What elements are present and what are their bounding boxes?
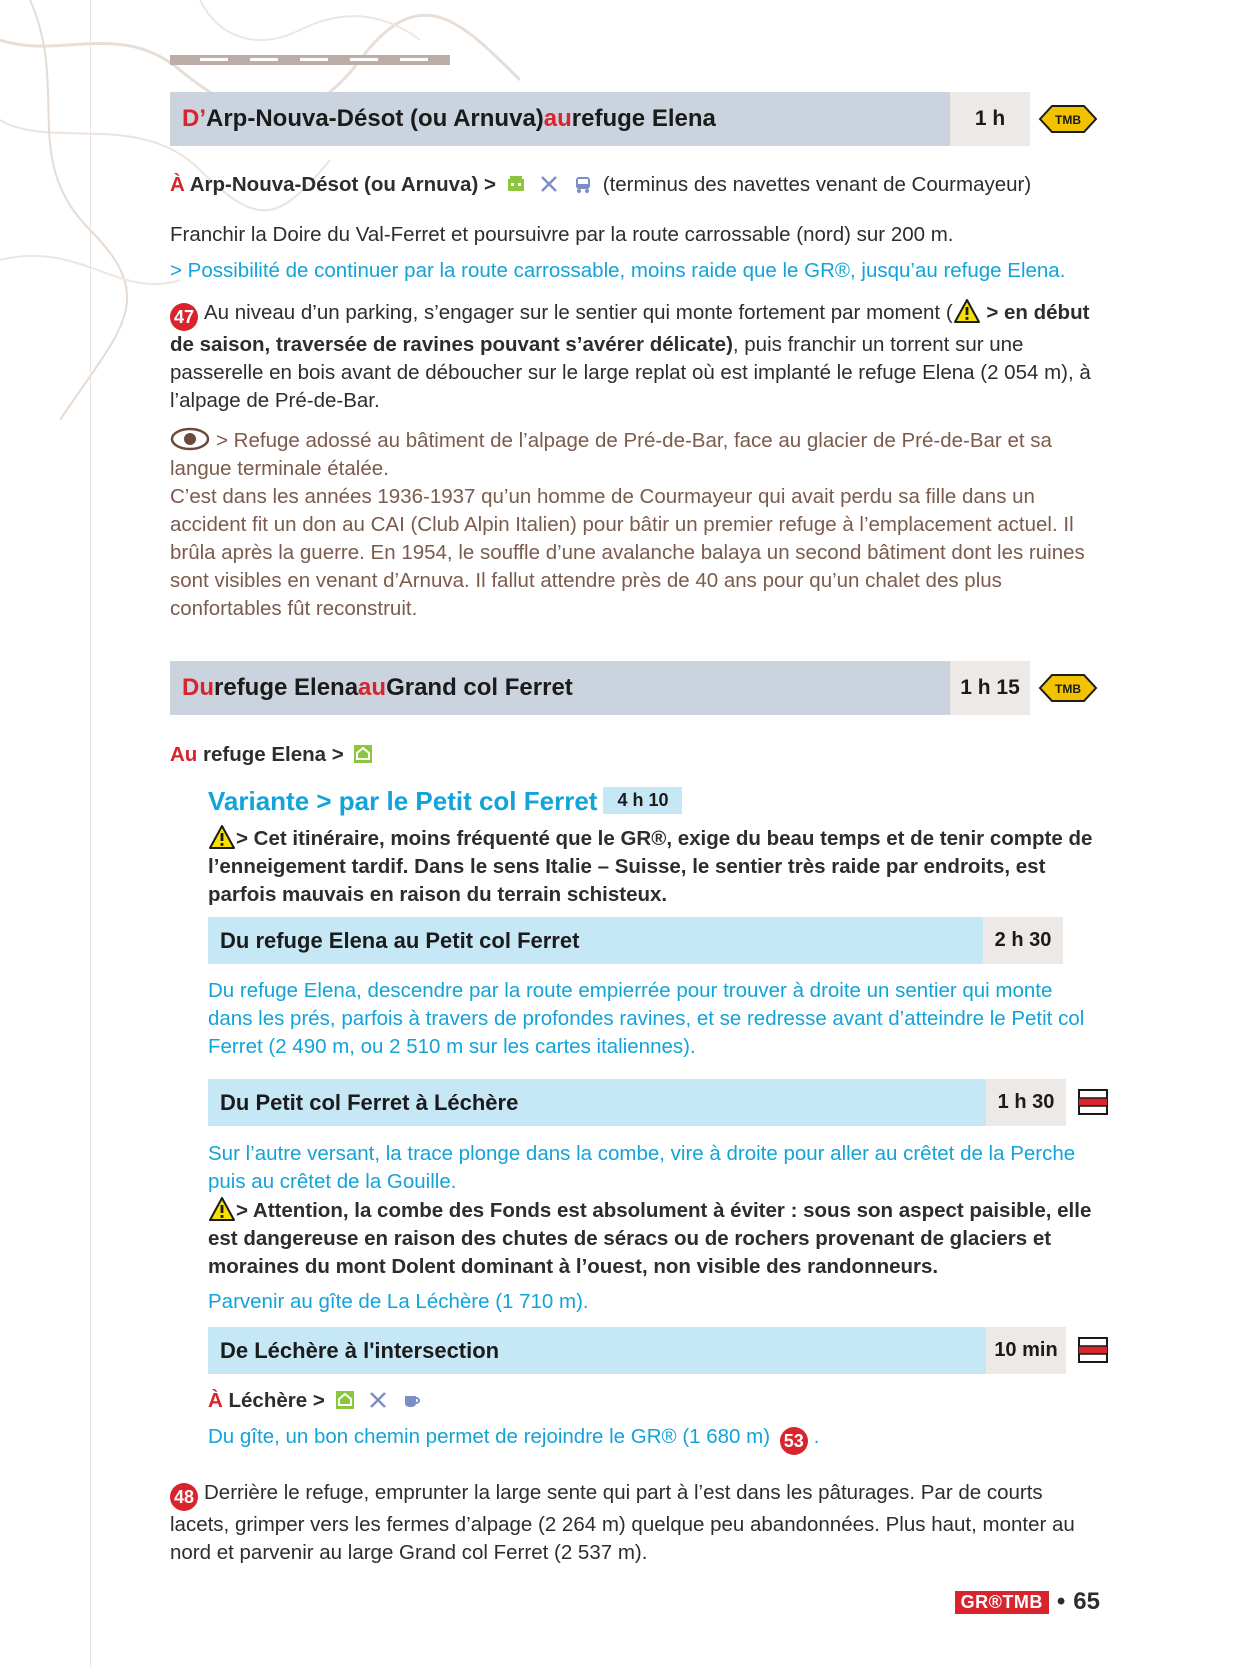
section-title-connector: au: [358, 674, 387, 701]
info-refuge: [170, 427, 1100, 623]
variante-time: 4 h 10: [603, 787, 682, 814]
subsection-time: 2 h 30: [983, 917, 1063, 964]
refuge-icon: [353, 744, 373, 764]
arrival-place: refuge Elena >: [197, 743, 344, 766]
subsection-time: 10 min: [986, 1327, 1066, 1374]
para-47-text-1: Au niveau d’un parking, s’engager sur le sentier qui monte fortement par moment (: [204, 301, 953, 324]
para-47-warning: > en début de saison, traversée de ravines pouvant s’avérer délicate): [170, 301, 1090, 356]
info-line-1: > Refuge adossé au bâtiment de l’alpage de Pré-de-Bar, face au glacier de Pré-de-Bar et sa langue terminale étalée.: [170, 429, 1052, 480]
eye-icon: [170, 427, 210, 451]
para-48-text: Derrière le refuge, emprunter la large sente qui part à l’est dans les pâturages. Par de courts lacets, grimper vers les fermes d’alpage (2 264 m) quelque peu abandonnées. Plus haut, monter au nord et parvenir au large Grand col Ferret (2 537 m).: [170, 1481, 1075, 1564]
subsection-text-body: Du gîte, un bon chemin permet de rejoindre le GR® (1 680 m): [208, 1425, 771, 1448]
section-title-prefix: D’: [182, 105, 206, 132]
subsection-text: Du refuge Elena, descendre par la route empierrée pour trouver à droite un sentier qui monte dans les prés, parfois à travers de profondes ravines, et se redresse avant d’atteindre le Petit col Ferret (2 490 m, ou 2 510 m sur les cartes italiennes).: [208, 979, 1085, 1058]
subsection-arrive: Parvenir au gîte de La Léchère (1 710 m).: [208, 1290, 589, 1313]
section-title-end: Grand col Ferret: [386, 674, 573, 701]
section-title-start: Arp-Nouva-Désot (ou Arnuva): [206, 105, 544, 132]
arrival-lead: À: [208, 1389, 223, 1412]
section-title-prefix: Du: [182, 674, 214, 701]
waypoint-marker-48: 48: [170, 1483, 198, 1511]
subsection-warning: [208, 1196, 1100, 1281]
cafe-icon: [402, 1390, 422, 1410]
variante-warning: [208, 824, 1100, 909]
trail-marking-icon: [1078, 1337, 1108, 1363]
section-time: 1 h 15: [950, 661, 1030, 715]
info-line-2: C’est dans les années 1936-1937 qu’un homme de Courmayeur qui avait perdu sa fille dans un accident fit un don au CAI (Club Alpin Italien) pour bâtir un premier refuge à l’emplacement actuel. Il brûla après la guerre. En 1954, le souffle d’une avalanche balaya un second bâtiment dont les ruines sont visibles en venant d’Arnuva. Il fallut attendre près de 40 ans pour qu’un chalet des plus confortables fût reconstruit.: [170, 485, 1085, 620]
arrival-place: Léchère >: [222, 1389, 325, 1412]
arrival-place: Arp-Nouva-Désot (ou Arnuva) >: [184, 173, 496, 196]
section-header-elena-ferret: [170, 661, 950, 715]
waypoint-marker-53: 53: [780, 1427, 808, 1455]
subsection-header-petit-col-lechere: Du Petit col Ferret à Léchère: [208, 1079, 986, 1126]
para-48: [170, 1479, 1100, 1567]
arrival-note: (terminus des navettes venant de Courmayeur): [602, 173, 1032, 196]
para-47: [170, 298, 1100, 415]
gite-icon: [506, 174, 526, 194]
variante-warning-text: > Cet itinéraire, moins fréquenté que le GR®, exige du beau temps et de tenir compte de l’enneigement tardif. Dans le sens Italie – Suisse, le sentier très raide par endroits, est parfois mauvais en raison du terrain schisteux.: [208, 827, 1093, 906]
subsection-text-end: .: [813, 1425, 820, 1448]
gr-tmb-logo: GR®TMB: [955, 1591, 1049, 1614]
para-possibilite: > Possibilité de continuer par la route carrossable, moins raide que le GR®, jusqu’au refuge Elena.: [170, 259, 1066, 282]
tmb-badge-label: TMB: [1055, 682, 1081, 696]
top-decorative-bar: [170, 55, 450, 65]
subsection-warning-text: > Attention, la combe des Fonds est absolument à éviter : sous son aspect paisible, elle est dangereuse en raison des chutes de séracs ou de rochers provenant de glaciers et moraines du mont Dolent dominant à l’ouest, non visible des randonneurs.: [208, 1199, 1092, 1278]
arrival-lead: À: [170, 173, 185, 196]
warning-icon: [208, 1196, 236, 1222]
section-title-connector: au: [543, 105, 572, 132]
variante-title: Variante > par le Petit col Ferret: [208, 786, 598, 816]
footer-bullet: •: [1056, 1588, 1066, 1615]
page-footer: [955, 1588, 1100, 1616]
subsection-text: Sur l’autre versant, la trace plonge dans la combe, vire à droite pour aller au crêtet de la Perche puis au crêtet de la Gouille.: [208, 1142, 1076, 1193]
variante-title-row: [208, 786, 908, 820]
restaurant-icon: [539, 174, 559, 194]
warning-icon: [953, 298, 981, 324]
arrival-arp-nouva: [170, 171, 1070, 199]
tmb-badge-icon: [1038, 673, 1098, 703]
section-title-end: refuge Elena: [571, 105, 716, 132]
tmb-badge-icon: [1038, 104, 1098, 134]
arrival-refuge-elena: [170, 741, 770, 769]
para-47-text-2: , puis franchir un torrent sur une passerelle en bois avant de déboucher sur le large replat où est implanté le refuge Elena (2 054 m), à l’alpage de Pré-de-Bar.: [170, 333, 1091, 412]
trail-marking-icon: [1078, 1089, 1108, 1115]
page-number: 65: [1073, 1588, 1100, 1615]
restaurant-icon: [368, 1390, 388, 1410]
waypoint-marker-47: 47: [170, 303, 198, 331]
section-title-start: refuge Elena: [214, 674, 359, 701]
arrival-lead: Au: [170, 743, 198, 766]
warning-icon: [208, 824, 236, 850]
subsection-header-elena-petit-col: Du refuge Elena au Petit col Ferret: [208, 917, 983, 964]
para-doire: Franchir la Doire du Val-Ferret et poursuivre par la route carrossable (nord) sur 200 m.: [170, 223, 954, 246]
subsection-header-lechere-intersection: De Léchère à l'intersection: [208, 1327, 986, 1374]
refuge-icon: [335, 1390, 355, 1410]
margin-line: [90, 0, 91, 1667]
bus-icon: [573, 174, 593, 194]
section-time: 1 h: [950, 92, 1030, 146]
tmb-badge-label: TMB: [1055, 113, 1081, 127]
subsection-text: [208, 1423, 1100, 1455]
subsection-time: 1 h 30: [986, 1079, 1066, 1126]
section-header-arp-elena: [170, 92, 950, 146]
arrival-lechere: [208, 1387, 808, 1415]
